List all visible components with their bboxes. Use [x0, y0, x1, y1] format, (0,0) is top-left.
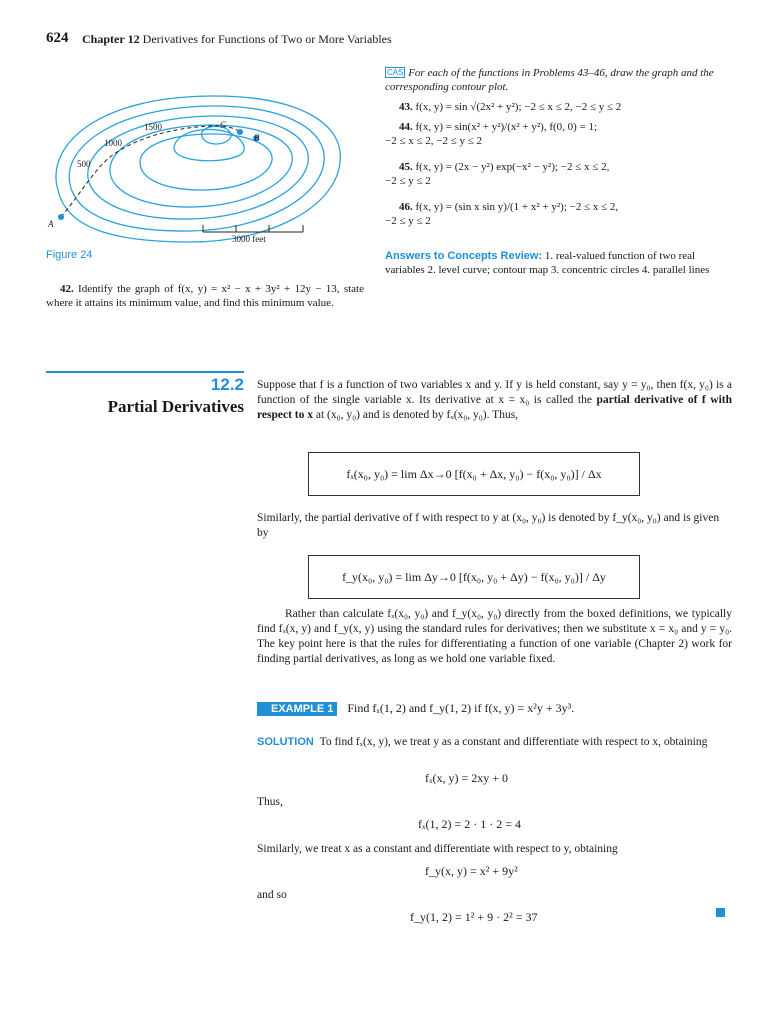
- contour-label-500: 500: [77, 159, 91, 169]
- answers-concepts-review: [385, 249, 730, 277]
- contour-label-1500: 1500: [144, 122, 162, 132]
- contour-line-outer: [56, 96, 340, 242]
- running-header: [82, 32, 392, 47]
- contour-map-figure: [40, 92, 360, 252]
- problem-set-intro-text: For each of the functions in Problems 43–46, draw the graph and the corresponding contour plot.: [385, 67, 714, 93]
- problem-text: Identify the graph of f(x, y) = x² − x + 3y² + 12y − 13, state where it attains its minimum value, and find this minimum value.: [46, 283, 364, 309]
- problem-number: 43.: [399, 101, 413, 113]
- example-statement: Find fₓ(1, 2) and f_y(1, 2) if f(x, y) = x²y + 3y³.: [347, 701, 575, 715]
- contour-label-1000: 1000: [104, 138, 122, 148]
- section-number: 12.2: [210, 375, 244, 394]
- equation-fx-general: fₓ(x, y) = 2xy + 0: [425, 771, 509, 785]
- section-rule: [46, 371, 244, 373]
- example-badge: EXAMPLE 1: [257, 702, 337, 716]
- problem-set-intro: [385, 66, 730, 94]
- answers-text: 1. real-valued function of two real variables 2. level curve; contour map 3. concentric circles 4. parallel lines: [385, 250, 710, 276]
- equation-fy-general: f_y(x, y) = x² + 9y²: [425, 864, 518, 878]
- chapter-label: Chapter: [82, 32, 125, 46]
- contour-line-1000: [110, 125, 292, 207]
- formula-box-fy: [308, 555, 640, 599]
- definition-term: partial derivative of f with respect to x: [257, 394, 732, 421]
- equation-fx-value: fₓ(1, 2) = 2 · 1 · 2 = 4: [418, 817, 521, 831]
- contour-line-1500: [140, 134, 272, 190]
- similarly-text: Similarly, we treat x as a constant and differentiate with respect to y, obtaining: [257, 843, 618, 855]
- problem-45: [385, 160, 730, 188]
- scale-label: 3000 feet: [232, 234, 266, 244]
- cas-badge: CAS: [387, 68, 404, 77]
- page-number: 624: [46, 30, 69, 46]
- figure-caption: Figure 24: [46, 249, 93, 261]
- chapter-title: Derivatives for Functions of Two or More Variables: [142, 32, 392, 46]
- and-so-text: and so: [257, 889, 287, 901]
- problem-text: f(x, y) = sin √(2x² + y²); −2 ≤ x ≤ 2, −2 ≤ y ≤ 2: [415, 101, 622, 113]
- problem-42: [46, 282, 364, 310]
- end-of-example-mark: [716, 908, 725, 917]
- problem-43: [385, 100, 730, 114]
- problem-44: [385, 120, 730, 148]
- problem-text: f(x, y) = (sin x sin y)/(1 + x² + y²); −2 ≤ x ≤ 2,: [415, 201, 619, 213]
- chapter-number: 12: [127, 32, 140, 46]
- problem-46: [385, 200, 730, 228]
- problem-text: f(x, y) = sin(x² + y²)/(x² + y²), f(0, 0) = 1;: [415, 121, 598, 133]
- problem-number: 42.: [60, 283, 74, 295]
- point-label-c: C: [220, 120, 227, 130]
- solution-heading: SOLUTION: [257, 736, 314, 748]
- body-text: at (x₀, y₀) and is denoted by fₓ(x₀, y₀). Thus,: [313, 409, 519, 421]
- problem-text: f(x, y) = (2x − y²) exp(−x² − y²); −2 ≤ x ≤ 2,: [415, 161, 610, 173]
- problem-text-cont: −2 ≤ y ≤ 2: [385, 175, 431, 187]
- solution-text: To find fₓ(x, y), we treat y as a constant and differentiate with respect to x, obtaining: [319, 736, 708, 748]
- problem-number: 44.: [399, 121, 413, 133]
- section-title: Partial Derivatives: [107, 397, 244, 416]
- problem-set: [385, 66, 730, 228]
- answers-heading: Answers to Concepts Review:: [385, 250, 543, 262]
- contour-line-500: [69, 106, 324, 231]
- body-paragraph-3: Rather than calculate fₓ(x₀, y₀) and f_y(x₀, y₀) directly from the boxed definitions, we typically find fₓ(x, y) and f_y(x, y) using the standard rules for derivatives; then we substitute x = x₀ and y = y₀. The key point here is that the rules for differentiating a function of one variable (Chapter 2) work for finding partial derivatives, as long as we hold one variable fixed.: [257, 608, 732, 665]
- body-text: Suppose that f is a function of two variables x and y. If y is held constant, say y = y₀, then f(x, y₀) is a function of the single variable x. Its derivative at x = x₀ is called the: [257, 379, 732, 406]
- thus-text: Thus,: [257, 796, 283, 808]
- formula-fx: fₓ(x₀, y₀) = lim Δx→0 [f(x₀ + Δx, y₀) − f(x₀, y₀)] / Δx: [346, 466, 602, 481]
- body-paragraph-1: [257, 378, 732, 423]
- problem-number: 46.: [399, 201, 413, 213]
- formula-fy: f_y(x₀, y₀) = lim Δy→0 [f(x₀, y₀ + Δy) − f(x₀, y₀)] / Δy: [342, 569, 606, 584]
- contour-line-mid: [88, 116, 309, 219]
- solution-paragraph: [257, 735, 732, 750]
- point-label-a: A: [48, 219, 54, 229]
- problem-text-cont: −2 ≤ x ≤ 2, −2 ≤ y ≤ 2: [385, 135, 483, 147]
- equation-fy-value: f_y(1, 2) = 1² + 9 · 2² = 37: [410, 910, 538, 924]
- contour-lines: [56, 96, 340, 242]
- point-a-marker: [58, 214, 64, 220]
- body-paragraph-2: Similarly, the partial derivative of f with respect to y at (x₀, y₀) is denoted by f_y(x₀, y₀) and is given by: [257, 512, 720, 539]
- point-c-marker: [237, 129, 243, 135]
- problem-text-cont: −2 ≤ y ≤ 2: [385, 215, 431, 227]
- point-label-b: B: [254, 133, 260, 143]
- formula-box-fx: [308, 452, 640, 496]
- example-1: [257, 701, 574, 716]
- problem-number: 45.: [399, 161, 413, 173]
